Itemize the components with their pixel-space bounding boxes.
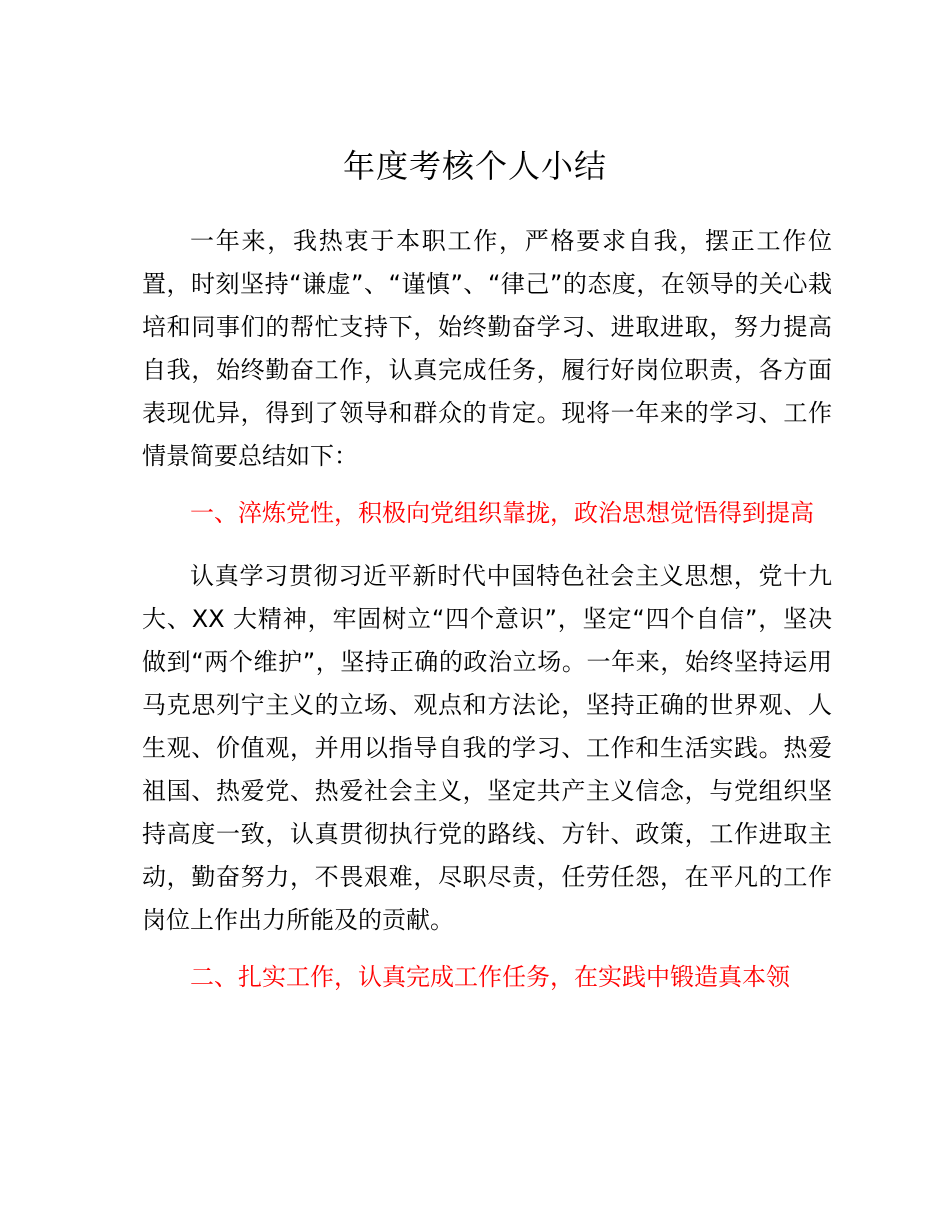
intro-paragraph: 一年来，我热衷于本职工作，严格要求自我，摆正工作位置，时刻坚持“谦虚”、“谨慎”、“律己”的态度，在领导的关心栽培和同事们的帮忙支持下，始终勤奋学习、进取进取，努力提高自我，始终勤奋工作，认真完成任务，履行好岗位职责，各方面表现优异，得到了领导和群众的肯定。现将一年来的学习、工作情景简要总结如下： <box>142 227 832 470</box>
document-body <box>142 220 832 999</box>
section-1-paragraph: 认真学习贯彻习近平新时代中国特色社会主义思想，党十九大、XX 大精神，牢固树立“四个意识”，坚定“四个自信”，坚决做到“两个维护”，坚持正确的政治立场。一年来，始终坚持运用马克思列宁主义的立场、观点和方法论，坚持正确的世界观、人生观、价值观，并用以指导自我的学习、工作和生活实践。热爱祖国、热爱党、热爱社会主义，坚定共产主义信念，与党组织坚持高度一致，认真贯彻执行党的路线、方针、政策，工作进取主动，勤奋努力，不畏艰难，尽职尽责，任劳任怨，在平凡的工作岗位上作出力所能及的贡献。 <box>142 562 832 934</box>
section-2-heading: 二、扎实工作，认真完成工作任务，在实践中锻造真本领 <box>190 963 790 991</box>
document-title: 年度考核个人小结 <box>342 147 607 185</box>
section-1-heading: 一、淬炼党性，积极向党组织靠拢，政治思想觉悟得到提高 <box>190 499 814 527</box>
